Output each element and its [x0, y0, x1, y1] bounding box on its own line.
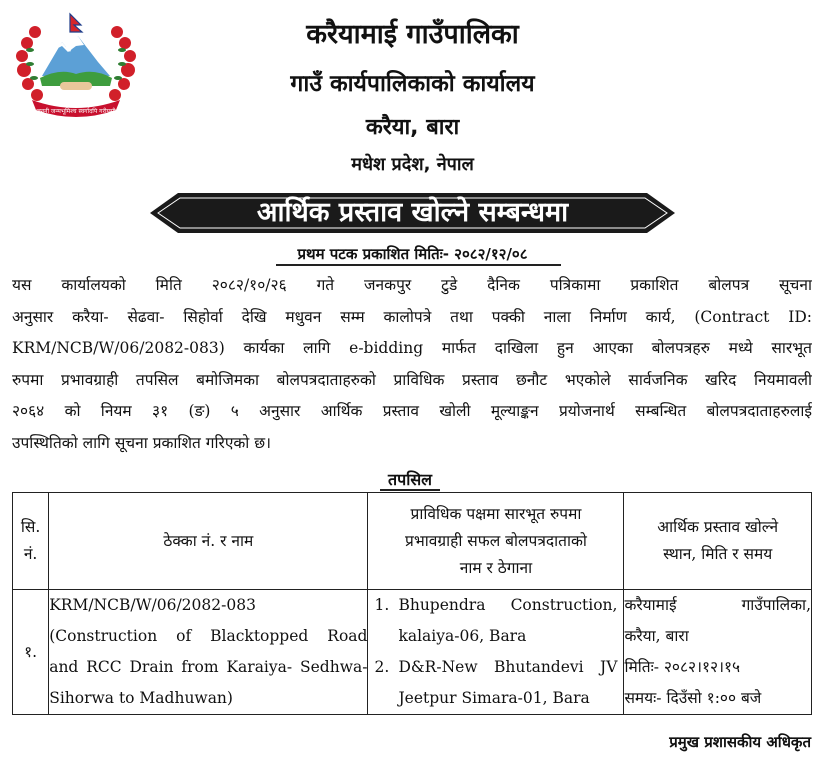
body-line: २०६४ को नियम ३१ (ङ) ५ अनुसार आर्थिक प्रस्ताव खोली मूल्याङ्कन प्रयोजनार्थ सम्बन्धित बोलपत्रदाताहरुलाई	[12, 402, 812, 420]
svg-text:जननी जन्मभूमिश्च स्वर्गादपि गर: जननी जन्मभूमिश्च स्वर्गादपि गरीयसी	[36, 108, 116, 115]
details-table	[12, 492, 812, 715]
table-caption-underline	[380, 489, 440, 491]
notice-body	[12, 270, 812, 459]
row-sn: १.	[13, 590, 49, 715]
body-line: उपस्थितिको लागि सूचना प्रकाशित गरिएको छ।	[12, 433, 271, 452]
header-bidders: प्राविधिक पक्षमा सारभूत रुपमा प्रभावग्राही सफल बोलपत्रदाताको नाम र ठेगाना	[368, 493, 624, 590]
header-contract: ठेक्का नं. र नाम	[49, 493, 368, 590]
office-location: करैया, बारा	[365, 115, 460, 140]
signatory-title: प्रमुख प्रशासकीय अधिकृत	[669, 733, 811, 751]
office-name: गाउँ कार्यपालिकाको कार्यालय	[290, 71, 535, 97]
header-venue: आर्थिक प्रस्ताव खोल्ने स्थान, मिति र समय	[624, 493, 812, 590]
row-bidders	[368, 590, 624, 715]
table-caption: तपसिल	[387, 470, 433, 489]
body-line: अनुसार करैया- सेढवा- सिहोर्वा देखि मधुवन सम्म कालोपत्रे तथा पक्की नाला निर्माण कार्य, (Contract ID:	[12, 307, 812, 326]
table-row	[13, 590, 812, 715]
published-date: प्रथम पटक प्रकाशित मितिः- २०८२/१२/०८	[297, 245, 528, 263]
bidder-item: 2. D&R-New Bhutandevi JV Jeetpur Simara-01, Bara	[374, 658, 618, 707]
province-country: मधेश प्रदेश, नेपाल	[351, 154, 474, 175]
published-date-underline	[276, 264, 561, 266]
body-line: रुपमा प्रभावग्राही तपसिल बमोजिमका बोलपत्रदाताहरुको प्राविधिक प्रस्ताव छनौट भएकोले सार्वजनिक खरिद नियमावली	[12, 370, 812, 389]
header-sn: सि. नं.	[13, 493, 49, 590]
table-header-row	[13, 493, 812, 590]
nepal-emblem-icon	[10, 12, 142, 124]
body-line: KRM/NCB/W/06/2082-083) कार्यका लागि e-bidding मार्फत दाखिला हुन आएका बोलपत्रहरु मध्ये सारभूत	[12, 339, 812, 357]
row-contract: KRM/NCB/W/06/2082-083 (Construction of Blacktopped Road and RCC Drain from Karaiya- Sedhwa- Sihorwa to Madhuwan)	[49, 590, 368, 715]
body-line: यस कार्यालयको मिति २०८२/१०/२६ गते जनकपुर टुडे दैनिक पत्रिकामा प्रकाशित बोलपत्र सूचना	[12, 276, 812, 294]
row-venue: करैयामाई गाउँपालिका, करैया, बारा मितिः- २०८२।१२।१५ समयः- दिउँसो १:०० बजे	[624, 590, 812, 715]
org-name: करैयामाई गाउँपालिका	[306, 19, 519, 50]
title-banner	[150, 189, 675, 237]
bidder-item: 1. Bhupendra Construction, kalaiya-06, Bara	[374, 596, 618, 645]
notice-title: आर्थिक प्रस्ताव खोल्ने सम्बन्धमा	[256, 197, 569, 228]
